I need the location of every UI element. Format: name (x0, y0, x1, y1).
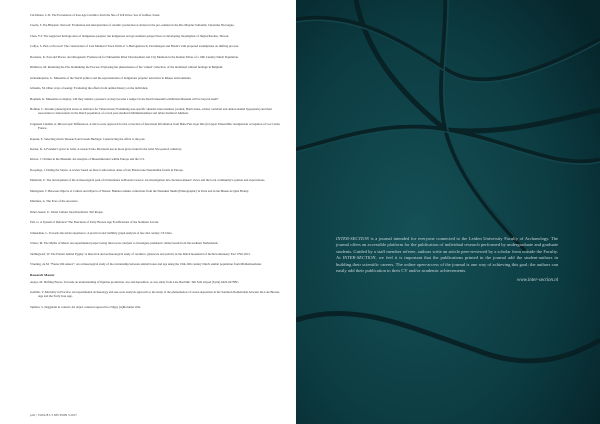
journal-description (336, 236, 558, 274)
reference-entry: Marlegiani, T. Between Objects of Culture and Objects of Nature: Human remains collections from the Shrunken Skulls (Ethnographic) in Paris and in the Musée de Quai Branly. (30, 188, 249, 193)
description-part-2: , we feel it is important that the publications printed in the journal add the student-authors in building their scientific careers. The online open-access of the journal is one way of achieving this goal; the authors can easily add their publication to their CV and/or academic achievements. (336, 255, 558, 274)
reference-entry: Kapsak, E. Selecting mortic Research and Greek Heritage: Constructing the offers to the past. (30, 136, 146, 141)
journal-name: INTER-SECTION (342, 255, 376, 261)
reference-entry: Pali, G. A System of Defence? The Functions of Early Bronze Age Fortifications of the Southern Levant. (30, 220, 159, 225)
reference-entry: Glinsma, M. Other ways of seeing: Evaluating the effects from animal history on the individual. (30, 86, 149, 91)
reference-entry: Cal-Dinare, C.D. The Provenance of Iron Age Ceramics from the Site of Tell Iztwe, Sea of Galilee, Israel. (30, 13, 161, 17)
reference-entry: Giannakopulos, U. Museums of the World politics and the representation of indigenous peoples' narratives in Museo environments. (30, 75, 192, 80)
reference-entry: Omer-Saeed, U. Ubaid Culture Iraqi Kurdistan: Tell Raqan. (30, 209, 104, 214)
reference-entry: Markram, E. The development of the archaeological park of Orchomenos in Boeotia Greece: An investigation into decision-makers' views and the local community's opinion and expectations. (30, 178, 266, 183)
thesis-reference-list (30, 13, 282, 266)
reference-entry: Jorgensen Lindahl, A. Microscopic Differences. A micro-wear approach for the correction of functional information from Hohe Fels layer IIIe (in Upper Palaeolithic Aurignacian occupation of Les Cottés, France. (30, 121, 281, 131)
research-master-heading: Research Master (30, 272, 55, 277)
reference-entry: Dooluers, K. Past and Places: An Ontogenetic Framework for Ninteenthe River Development and City Methods in the Roman Tribes of a 19th Century Dutch Population. (30, 54, 239, 59)
reference-entry: Vlanting, de M. "Fauna Old Annex": An archaeological study of the relationship between animal bones and age using the 19th-19th century Dutch animal population from Middenbeemster. (30, 262, 262, 267)
description-part-1: is a journal intended for everyone connected to the Leiden University Faculty of Archaeology. The journal offers an accessible platform for the publication of individual research performed by undergraduate and graduate students. Guided by a staff member referee, authors write an article peer-reviewed by a scholar from outside the Faculty. At (336, 236, 558, 261)
reference-entry: Stellingwerf, W. The Pattern behind Pygmy: A historical and archaeological study of ceramics, glassware and politics in the Dutch household of the Revolutionary Past 1790-1813. (30, 251, 251, 256)
reference-entry: Hopmah, K. Museums on display, will they remain a presence as they become a subject in the Dutch museum's exhibition Museum will be beyond itself? (30, 96, 219, 101)
reference-entry: Klever, J. Chimes in the Museum. An Analysis of Museumization within Europe and the U.S. (30, 157, 145, 162)
research-master-reference-list (30, 280, 282, 309)
reference-entry: Collye, S. Plan or Process? The construction of Late Medieval Town Walls of 's-Hertogenbosch, Zevenbergen and Breda's with proposed assumptions on shifting process. (30, 44, 239, 49)
reference-entry: Dimitrios, M. Returning the Pits. Rethinking the Process: Exploring the phenomenon of the 'valued' collection, of the mobilised cultural heritage in Belgium. (30, 65, 224, 70)
back-cover (296, 0, 600, 424)
reference-entry: Chen, Y.T. The neglected heritage sites of indigenous peoples: the indigenous and government perspectives on developing Jiaqiangban of Jingtai/Kaohsa, Taiwan. (30, 33, 230, 38)
journal-name: INTER-SECTION (336, 236, 369, 241)
reference-entry: Gemillo, V. Mortality in Practice: An experimental archaeology and use-wear analysis approach to the study of the phenomenon of sword-deposition in the Southern Netherlands between the Late Bronze Age and the Early Iron Age. (30, 290, 280, 299)
reference-entry: Kerner, K. A Founder's grave in Gilat, A research into Mortuaria use in more grave found in the Gilat Siva-period cemetery. (30, 147, 182, 151)
reference-entry: Martinez, A. The lives of the ancestors. (30, 199, 79, 204)
reference-entry: Anaya, M. Shifting Pieces. Towards an understanding of figurine production, use and deposition. A case study from Late Neolithic Tell Sabi Abyad (Syria) 6425-6275BC. (30, 279, 240, 284)
reference-entry: Spiliare, S. Neggiadia in context: An object centered approach to Nippy (re)Roloimz villa. (30, 304, 141, 309)
page-footer: p.61 | VOLUE I.3 SECTION 3 2017 (30, 413, 77, 417)
reference-entry: Schuurman, L. Towards the urban experience: A practical and visibility graph analysis of late 2nd century CE Ostia. (30, 230, 173, 235)
website-link[interactable]: www.inter-section.nl (517, 278, 559, 283)
reference-entry: Koopinga, J. Dating the Stereo. A review based on direct radiocarbon dates of late Pleistocene Neanderthal fossils in Europe. (30, 167, 184, 172)
reference-entry: Hofman C. Juvenile phenotypical stress as indicator for Tuberculosis: Examining non-specific skeletal stress markers (cranial, Harris lines, orbital, vertebral and dental enamel hypoplasia) and their association to tuberculosis in the Dutch population of a rural post-medieval Middenbeemster and urban medieval Alkmaar. (30, 107, 272, 116)
cover-artwork (296, 0, 600, 424)
reference-entry: Schror, M. The Myths of Metal: An experimental project using microwave analysis to investigate prehistoric amber beads from the northern Netherlands. (30, 241, 219, 246)
reference-entry: Casale, S. Pre-Hispanic charcoal: Evaluation and interpretation of ceramic production at Avisen in the pre-cenmon in the Rio Mojoles Sollomm, Chontales Nicaragua. (30, 23, 235, 28)
references-page (0, 0, 296, 424)
